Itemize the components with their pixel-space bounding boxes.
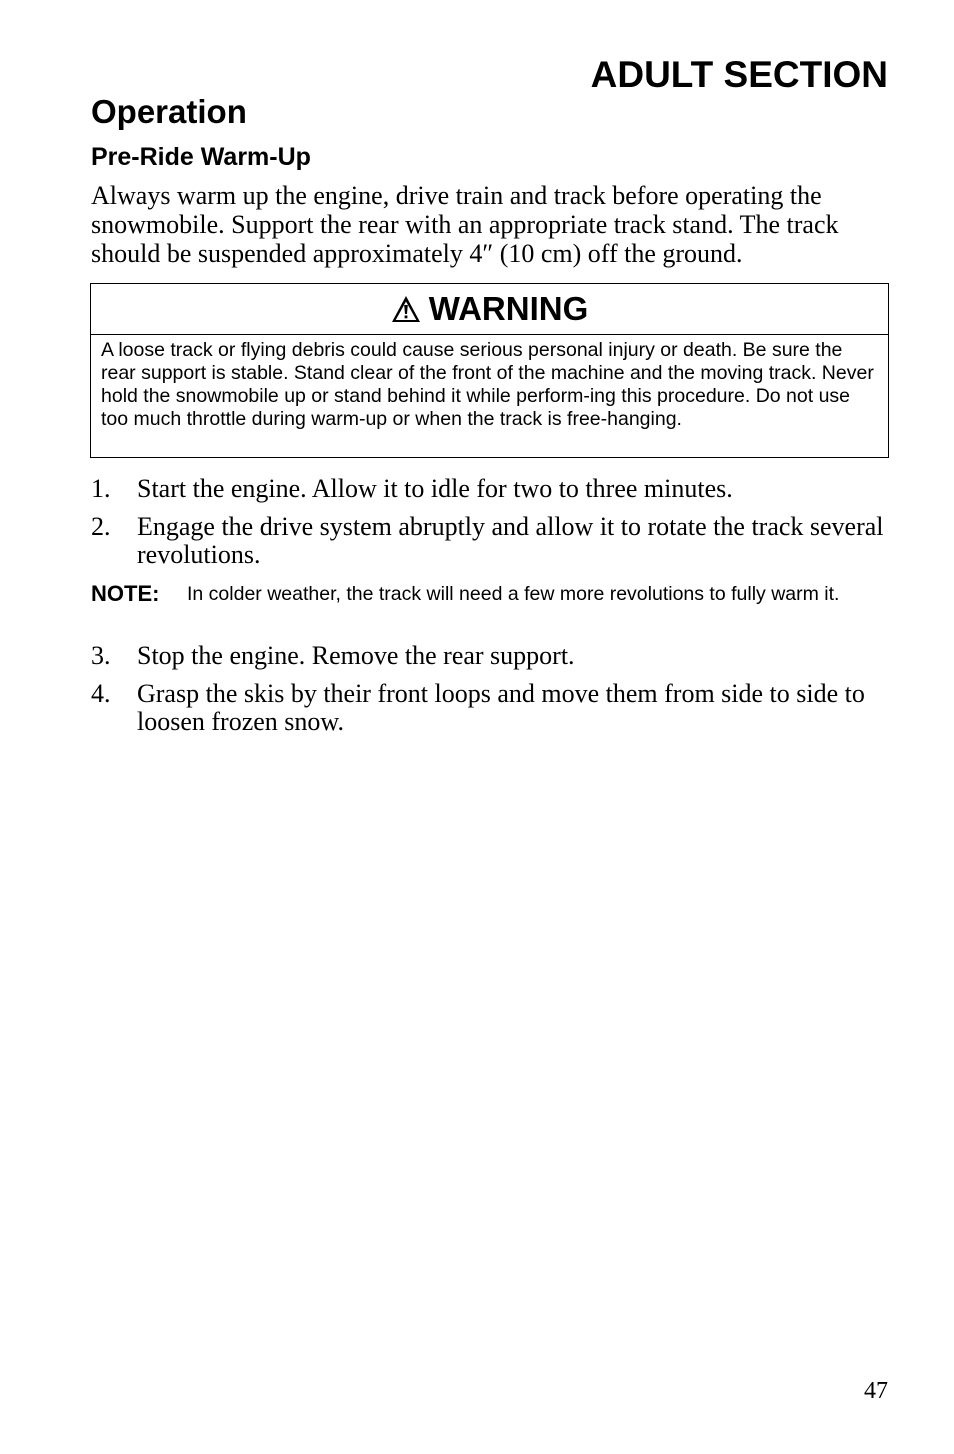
step-number: 2. (91, 512, 111, 541)
note-label: NOTE: (91, 581, 160, 606)
warning-label: WARNING (428, 290, 589, 327)
warning-text: A loose track or flying debris could cause serious personal injury or death. Be sure the rear support is stable. Stand clear of the front of the machine and the moving track. Never hold the snowmobile up or stand behind it while perform-ing this procedure. Do not use too much throttle during warm-up or when the track is free-hanging. (101, 339, 874, 430)
list-item (91, 642, 896, 670)
step-text: Engage the drive system abruptly and allow it to rotate the track several revolutions. (137, 512, 884, 569)
section-header: ADULT SECTION (590, 54, 888, 95)
step-number: 4. (91, 679, 111, 708)
note (91, 581, 891, 607)
step-number: 3. (91, 641, 111, 670)
step-text: Grasp the skis by their front loops and move them from side to side to loosen frozen snow. (137, 679, 865, 736)
page-title: Operation (91, 93, 247, 130)
page-number: 47 (864, 1378, 888, 1404)
warning-triangle-icon (391, 295, 421, 323)
steps-list-a (91, 475, 896, 579)
note-text: In colder weather, the track will need a few more revolutions to fully warm it. (187, 583, 840, 605)
intro-paragraph: Always warm up the engine, drive train and track before operating the snowmobile. Support the rear with an appropriate track stand. The track should be suspended approximately 4″ (10 cm) off the ground. (91, 181, 839, 268)
list-item (91, 513, 896, 569)
step-number: 1. (91, 474, 111, 503)
step-text: Start the engine. Allow it to idle for two to three minutes. (137, 474, 733, 503)
warning-box (90, 283, 889, 458)
step-text: Stop the engine. Remove the rear support. (137, 641, 575, 670)
list-item (91, 475, 896, 503)
list-item (91, 680, 896, 736)
warning-header (91, 284, 888, 335)
steps-list-b (91, 642, 896, 746)
subsection-title: Pre-Ride Warm-Up (91, 143, 311, 171)
